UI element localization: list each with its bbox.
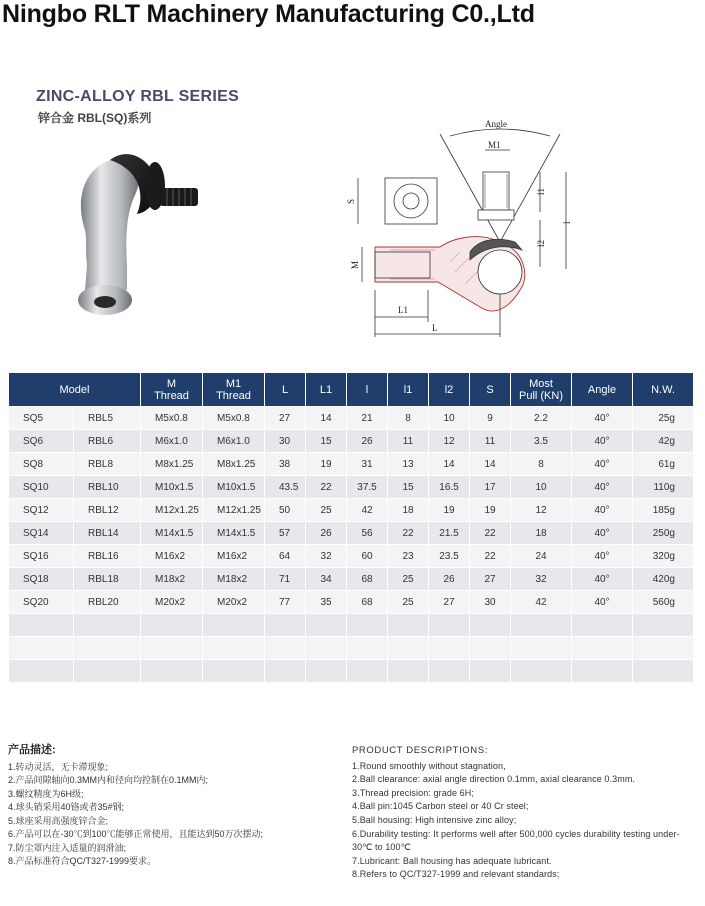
cell-m1: M20x2: [203, 591, 264, 613]
empty-cell: [306, 614, 346, 636]
cell-pull: 10: [511, 476, 571, 498]
cell-s: 30: [470, 591, 510, 613]
cell-l: 31: [347, 453, 387, 475]
cell-l1: 35: [306, 591, 346, 613]
empty-cell: [511, 637, 571, 659]
cell-l2: 21.5: [429, 522, 469, 544]
cell-s: 17: [470, 476, 510, 498]
cell-l1: 15: [388, 476, 428, 498]
cell-rbl: RBL10: [74, 476, 140, 498]
description-en: [352, 744, 692, 882]
label-angle: Angle: [485, 119, 507, 129]
cell-sq: SQ8: [9, 453, 73, 475]
header-model: Model: [9, 373, 140, 406]
description-cn-heading: 产品描述:: [8, 744, 56, 756]
table-row: [9, 407, 693, 429]
header-angle: Angle: [572, 373, 632, 406]
cell-m: M12x1.25: [141, 499, 202, 521]
header-l1: l1: [388, 373, 428, 406]
description-cn-line: 4.球头销采用40铬或者35#钢;: [8, 802, 125, 812]
table-row: [9, 430, 693, 452]
cell-rbl: RBL16: [74, 545, 140, 567]
table-row: [9, 545, 693, 567]
cell-l: 37.5: [347, 476, 387, 498]
header-nw: N.W.: [633, 373, 693, 406]
description-cn: [8, 744, 328, 869]
header-most-pull: Most Pull (KN): [511, 373, 571, 406]
cell-l: 26: [347, 430, 387, 452]
cell-pull: 24: [511, 545, 571, 567]
description-en-line: 8.Refers to QC/T327-1999 and relevant standards;: [352, 869, 560, 880]
cell-s: 19: [470, 499, 510, 521]
cell-l1: 22: [306, 476, 346, 498]
empty-cell: [572, 614, 632, 636]
cell-rbl: RBL18: [74, 568, 140, 590]
cell-angle: 40°: [572, 568, 632, 590]
cell-nw: 320g: [633, 545, 693, 567]
description-en-heading: PRODUCT DESCRIPTIONS:: [352, 745, 488, 756]
series-title-cn: 锌合金 RBL(SQ)系列: [38, 111, 152, 125]
empty-cell: [141, 660, 202, 682]
cell-l: 64: [265, 545, 305, 567]
cell-l: 50: [265, 499, 305, 521]
description-en-line: 3.Thread precision: grade 6H;: [352, 787, 474, 798]
empty-cell: [429, 637, 469, 659]
cell-rbl: RBL6: [74, 430, 140, 452]
empty-cell: [74, 637, 140, 659]
empty-cell: [633, 660, 693, 682]
cell-l1: 34: [306, 568, 346, 590]
empty-cell: [470, 614, 510, 636]
company-title: Ningbo RLT Machinery Manufacturing C0.,Ltd: [2, 0, 535, 28]
label-m: M: [350, 260, 360, 269]
cell-pull: 18: [511, 522, 571, 544]
table-row-empty: [9, 614, 693, 636]
cell-sq: SQ18: [9, 568, 73, 590]
cell-l: 71: [265, 568, 305, 590]
cell-l1: 8: [388, 407, 428, 429]
empty-cell: [306, 660, 346, 682]
cell-l1: 11: [388, 430, 428, 452]
description-cn-line: 6.产品可以在-30℃到100℃能够正常使用，且能达到50万次摆动;: [8, 829, 264, 839]
cell-nw: 61g: [633, 453, 693, 475]
cell-m1: M12x1.25: [203, 499, 264, 521]
cell-angle: 40°: [572, 522, 632, 544]
cell-l2: 10: [429, 407, 469, 429]
header-l2: l2: [429, 373, 469, 406]
cell-pull: 2.2: [511, 407, 571, 429]
cell-rbl: RBL20: [74, 591, 140, 613]
description-en-line: 1.Round smoothly without stagnation,: [352, 760, 506, 771]
cell-angle: 40°: [572, 407, 632, 429]
cell-m1: M6x1.0: [203, 430, 264, 452]
description-cn-line: 7.防尘罩内注入适量的润滑油;: [8, 842, 127, 853]
cell-l1: 26: [306, 522, 346, 544]
cell-sq: SQ5: [9, 407, 73, 429]
cell-m: M18x2: [141, 568, 202, 590]
cell-m1: M18x2: [203, 568, 264, 590]
cell-pull: 32: [511, 568, 571, 590]
cell-s: 9: [470, 407, 510, 429]
empty-cell: [347, 614, 387, 636]
empty-cell: [511, 660, 571, 682]
empty-cell: [203, 660, 264, 682]
cell-l2: 14: [429, 453, 469, 475]
cell-l: 38: [265, 453, 305, 475]
empty-cell: [9, 637, 73, 659]
cell-nw: 420g: [633, 568, 693, 590]
description-en-line: 2.Ball clearance: axial angle direction 0.1mm, axial clearance 0.3mm.: [352, 774, 636, 785]
cell-rbl: RBL12: [74, 499, 140, 521]
empty-cell: [203, 614, 264, 636]
cell-angle: 40°: [572, 430, 632, 452]
empty-cell: [203, 637, 264, 659]
label-s: S: [346, 198, 356, 204]
empty-cell: [347, 637, 387, 659]
cell-l1: 13: [388, 453, 428, 475]
cell-l2: 19: [429, 499, 469, 521]
table-row-empty: [9, 637, 693, 659]
cell-s: 22: [470, 522, 510, 544]
description-cn-line: 3.螺纹精度为6H级;: [8, 788, 84, 799]
cell-nw: 560g: [633, 591, 693, 613]
description-en-line: 6.Durability testing: It performs well after 500,000 cycles durability testing under-30℃ to 100℃: [352, 828, 680, 853]
label-l2: l2: [536, 239, 546, 247]
cell-m1: M10x1.5: [203, 476, 264, 498]
cell-l: 27: [265, 407, 305, 429]
cell-m1: M8x1.25: [203, 453, 264, 475]
cell-rbl: RBL5: [74, 407, 140, 429]
empty-cell: [388, 614, 428, 636]
cell-l: 43.5: [265, 476, 305, 498]
cell-l2: 27: [429, 591, 469, 613]
cell-m1: M14x1.5: [203, 522, 264, 544]
cell-nw: 110g: [633, 476, 693, 498]
cell-l2: 26: [429, 568, 469, 590]
cell-rbl: RBL8: [74, 453, 140, 475]
cell-pull: 8: [511, 453, 571, 475]
cell-angle: 40°: [572, 476, 632, 498]
technical-drawing: [330, 112, 590, 352]
empty-cell: [633, 614, 693, 636]
empty-cell: [470, 637, 510, 659]
cell-l2: 12: [429, 430, 469, 452]
cell-l: 30: [265, 430, 305, 452]
cell-nw: 25g: [633, 407, 693, 429]
table-row: [9, 568, 693, 590]
cell-m1: M16x2: [203, 545, 264, 567]
table-row: [9, 476, 693, 498]
description-cn-line: 1.转动灵活，无卡滞现象;: [8, 761, 109, 772]
cell-l: 77: [265, 591, 305, 613]
label-m1: M1: [488, 140, 501, 150]
cell-pull: 42: [511, 591, 571, 613]
cell-l1: 19: [306, 453, 346, 475]
cell-l1: 32: [306, 545, 346, 567]
table-row: [9, 499, 693, 521]
empty-cell: [572, 660, 632, 682]
cell-l: 68: [347, 568, 387, 590]
empty-cell: [141, 614, 202, 636]
cell-l1: 25: [306, 499, 346, 521]
cell-sq: SQ12: [9, 499, 73, 521]
label-l1-right: l1: [536, 187, 546, 195]
table-row: [9, 522, 693, 544]
empty-cell: [74, 614, 140, 636]
table-row: [9, 591, 693, 613]
cell-angle: 40°: [572, 545, 632, 567]
empty-cell: [511, 614, 571, 636]
header-m1-thread: M1 Thread: [203, 373, 264, 406]
table-row-empty: [9, 660, 693, 682]
cell-s: 11: [470, 430, 510, 452]
series-title-en: ZINC-ALLOY RBL SERIES: [36, 88, 240, 105]
cell-l: 56: [347, 522, 387, 544]
cell-sq: SQ14: [9, 522, 73, 544]
description-en-line: 5.Ball housing: High intensive zinc alloy;: [352, 814, 517, 825]
empty-cell: [265, 614, 305, 636]
cell-l: 21: [347, 407, 387, 429]
cell-angle: 40°: [572, 499, 632, 521]
cell-nw: 185g: [633, 499, 693, 521]
description-en-line: 4.Ball pin:1045 Carbon steel or 40 Cr steel;: [352, 801, 529, 812]
cell-l1: 25: [388, 568, 428, 590]
description-cn-line: 5.球座采用高强度锌合金;: [8, 815, 109, 826]
table-header-row: [9, 373, 693, 406]
cell-m: M10x1.5: [141, 476, 202, 498]
cell-angle: 40°: [572, 453, 632, 475]
cell-m: M20x2: [141, 591, 202, 613]
cell-l1: 25: [388, 591, 428, 613]
header-l: l: [347, 373, 387, 406]
cell-m: M6x1.0: [141, 430, 202, 452]
empty-cell: [306, 637, 346, 659]
header-L: L: [265, 373, 305, 406]
empty-cell: [141, 637, 202, 659]
empty-cell: [265, 637, 305, 659]
empty-cell: [347, 660, 387, 682]
empty-cell: [429, 660, 469, 682]
empty-cell: [388, 660, 428, 682]
description-en-line: 7.Lubricant: Ball housing has adequate lubricant.: [352, 855, 552, 866]
header-S: S: [470, 373, 510, 406]
cell-sq: SQ10: [9, 476, 73, 498]
empty-cell: [388, 637, 428, 659]
cell-s: 27: [470, 568, 510, 590]
cell-m1: M5x0.8: [203, 407, 264, 429]
empty-cell: [572, 637, 632, 659]
cell-l1: 15: [306, 430, 346, 452]
header-m-thread: M Thread: [141, 373, 202, 406]
cell-nw: 42g: [633, 430, 693, 452]
cell-l1: 18: [388, 499, 428, 521]
cell-m: M5x0.8: [141, 407, 202, 429]
cell-l: 60: [347, 545, 387, 567]
cell-s: 14: [470, 453, 510, 475]
cell-m: M16x2: [141, 545, 202, 567]
empty-cell: [429, 614, 469, 636]
cell-m: M8x1.25: [141, 453, 202, 475]
cell-sq: SQ6: [9, 430, 73, 452]
cell-nw: 250g: [633, 522, 693, 544]
cell-angle: 40°: [572, 591, 632, 613]
cell-m: M14x1.5: [141, 522, 202, 544]
cell-pull: 12: [511, 499, 571, 521]
cell-l2: 16.5: [429, 476, 469, 498]
empty-cell: [9, 614, 73, 636]
description-cn-line: 8.产品标准符合QC/T327-1999要求。: [8, 856, 157, 866]
cell-s: 22: [470, 545, 510, 567]
empty-cell: [74, 660, 140, 682]
label-l1-bottom: L1: [398, 305, 408, 315]
label-l: l: [562, 221, 572, 224]
cell-l: 42: [347, 499, 387, 521]
cell-l: 68: [347, 591, 387, 613]
cell-l1: 23: [388, 545, 428, 567]
product-photo: [55, 140, 225, 330]
cell-l2: 23.5: [429, 545, 469, 567]
cell-rbl: RBL14: [74, 522, 140, 544]
cell-l1: 14: [306, 407, 346, 429]
cell-sq: SQ20: [9, 591, 73, 613]
cell-pull: 3.5: [511, 430, 571, 452]
empty-cell: [9, 660, 73, 682]
empty-cell: [633, 637, 693, 659]
table-row: [9, 453, 693, 475]
header-L1: L1: [306, 373, 346, 406]
spec-table: [8, 372, 694, 683]
empty-cell: [470, 660, 510, 682]
cell-l1: 22: [388, 522, 428, 544]
empty-cell: [265, 660, 305, 682]
label-L: L: [432, 323, 438, 333]
cell-sq: SQ16: [9, 545, 73, 567]
description-cn-line: 2.产品间隙轴向0.3MM内和径向均控制在0.1MM内;: [8, 775, 209, 785]
cell-l: 57: [265, 522, 305, 544]
